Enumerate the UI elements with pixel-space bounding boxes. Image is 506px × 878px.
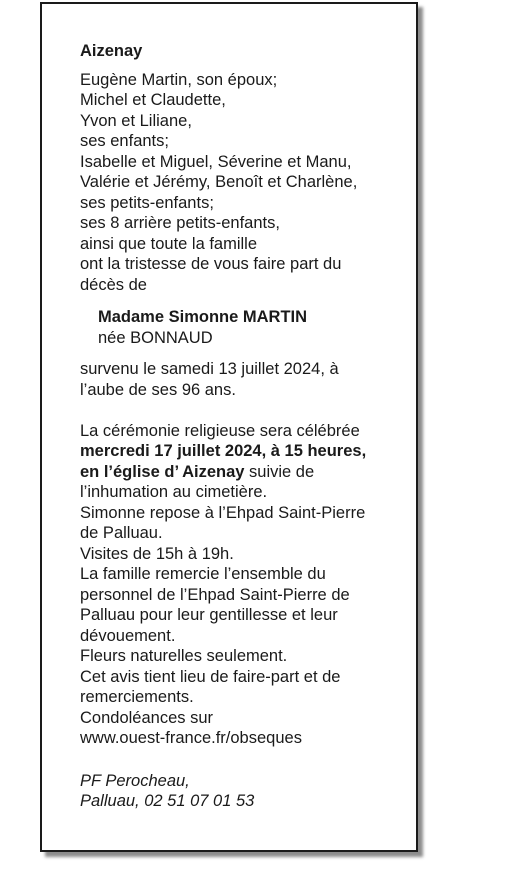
ceremony-place-suffix: suivie de — [244, 462, 315, 481]
ceremony-line: Fleurs naturelles seulement. — [80, 647, 288, 665]
ceremony-line: de Palluau. — [80, 524, 163, 542]
funeral-home-contact: Palluau, 02 51 07 01 53 — [80, 792, 255, 810]
deceased-name: Madame Simonne MARTIN — [98, 308, 308, 326]
family-line: ses 8 arrière petits-enfants, — [80, 214, 280, 232]
obituary-content — [80, 41, 400, 812]
ceremony-line: Condoléances sur — [80, 708, 213, 727]
ceremony-line: l’inhumation au cimetière. — [80, 483, 268, 501]
ceremony-line: dévouement. — [80, 626, 176, 645]
family-line: ainsi que toute la famille — [80, 234, 258, 253]
maiden-name: née BONNAUD — [98, 328, 213, 347]
family-line: Isabelle et Miguel, Séverine et Manu, — [80, 152, 352, 171]
death-line: survenu le samedi 13 juillet 2024, à — [80, 360, 339, 378]
family-line: Michel et Claudette, — [80, 91, 226, 109]
family-line: décès de — [80, 275, 147, 294]
ceremony-line: La famille remercie l’ensemble du — [80, 565, 326, 583]
ceremony-line: La cérémonie religieuse sera célébrée — [80, 421, 360, 440]
ceremony-place-line — [80, 462, 400, 483]
ceremony-date: mercredi 17 juillet 2024, à 15 heures, — [80, 442, 367, 460]
paragraph-gap — [80, 400, 400, 421]
obituary-card — [40, 2, 418, 852]
funeral-home-name: PF Perocheau, — [80, 771, 190, 790]
deceased-block — [80, 307, 400, 348]
ceremony-line: Palluau pour leur gentillesse et leur — [80, 606, 338, 624]
ceremony-line: remerciements. — [80, 688, 194, 706]
ceremony-line: personnel de l’Ehpad Saint-Pierre de — [80, 585, 350, 604]
condolences-url: www.ouest-france.fr/obseques — [80, 729, 302, 747]
family-line: Valérie et Jérémy, Benoît et Charlène, — [80, 173, 358, 191]
family-line: ses petits-enfants; — [80, 193, 214, 212]
family-line: Yvon et Liliane, — [80, 111, 192, 130]
ceremony-line: Visites de 15h à 19h. — [80, 544, 234, 563]
town-heading: Aizenay — [80, 42, 143, 60]
ceremony-line: Cet avis tient lieu de faire-part et de — [80, 667, 341, 686]
death-details — [80, 359, 400, 400]
family-line: Eugène Martin, son époux; — [80, 70, 278, 89]
ceremony-details — [80, 421, 400, 749]
ceremony-place: en l’église d’ Aizenay — [80, 462, 245, 481]
funeral-home-signature — [80, 771, 400, 812]
ceremony-line: Simonne repose à l’Ehpad Saint-Pierre — [80, 503, 366, 522]
death-line: l’aube de ses 96 ans. — [80, 380, 236, 399]
family-line: ont la tristesse de vous faire part du — [80, 255, 342, 273]
family-line: ses enfants; — [80, 132, 169, 150]
family-list — [80, 70, 400, 296]
